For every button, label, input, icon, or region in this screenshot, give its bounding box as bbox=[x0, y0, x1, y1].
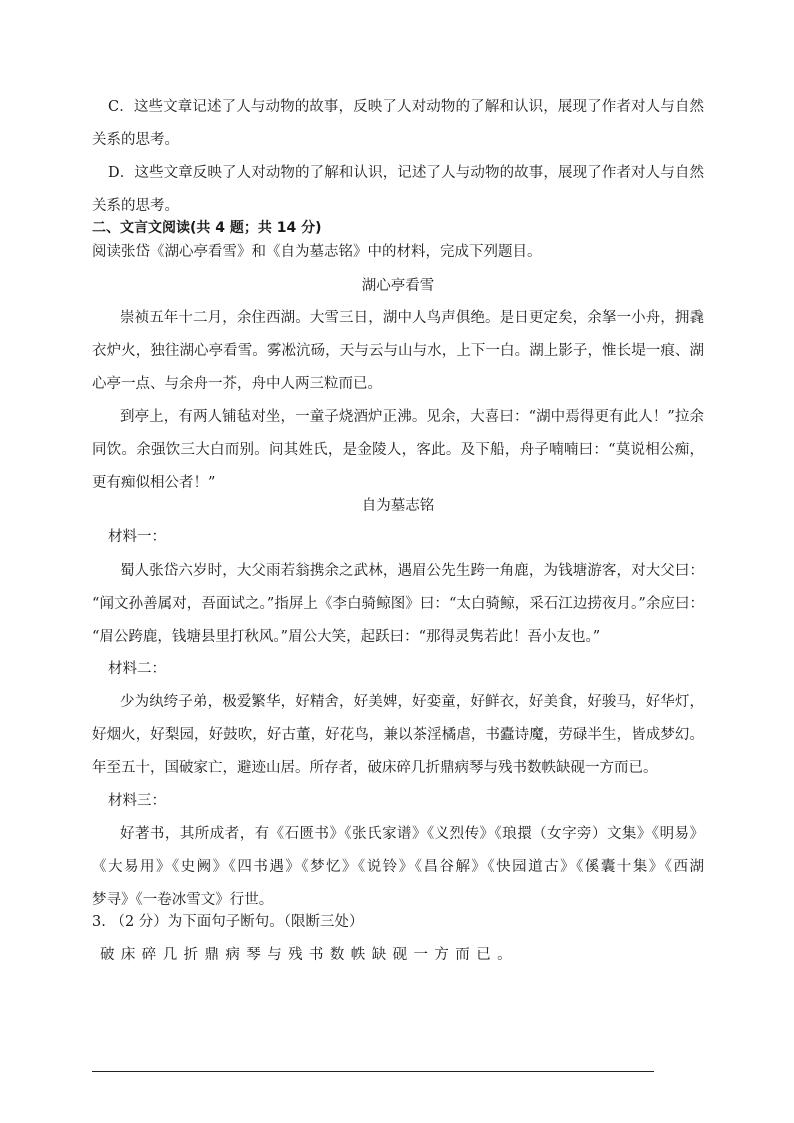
material2-label: 材料二： bbox=[108, 661, 166, 677]
option-d-line1: D．这些文章反映了人对动物的了解和认识，记述了人与动物的故事，展现了作者对人与自然 bbox=[108, 165, 704, 181]
material3-line2: 《大易用》《史阙》《四书遇》《梦忆》《说铃》《昌谷解》《快园道古》《傒囊十集》《西湖 bbox=[92, 859, 704, 875]
question3-prompt: 3. （2 分）为下面句子断句。（限断三处） bbox=[92, 914, 364, 930]
text1-p2-line2: 同饮。余强饮三大白而别。问其姓氏，是金陵人，客此。及下船，舟子喃喃曰：“莫说相公痴， bbox=[92, 442, 704, 458]
option-c-line2: 关系的思考。 bbox=[92, 132, 179, 148]
material1-label: 材料一： bbox=[108, 529, 166, 545]
material2-line3: 年至五十，国破家亡，避迹山居。所存者，破床碎几折鼎病琴与残书数帙缺砚一方而已。 bbox=[92, 760, 658, 776]
text1-p2-line1: 到亭上，有两人铺毡对坐，一童子烧酒炉正沸。见余，大喜曰：“湖中焉得更有此人！”拉余 bbox=[120, 409, 704, 425]
text1-p1-line1: 崇祯五年十二月，余住西湖。大雪三日，湖中人鸟声俱绝。是日更定矣，余拏一小舟，拥毳 bbox=[120, 310, 704, 326]
material3-line3: 梦寻》《一卷冰雪文》行世。 bbox=[92, 892, 274, 908]
material1-line2: “闻文孙善属对，吾面试之。”指屏上《李白骑鲸图》曰：“太白骑鲸，采石江边捞夜月。”余应曰： bbox=[92, 596, 704, 612]
text1-p2-line3: 更有痴似相公者！” bbox=[92, 475, 216, 491]
section-heading: 二、文言文阅读(共 4 题；共 14 分) bbox=[92, 220, 322, 236]
material1-line3: “眉公跨鹿，钱塘县里打秋风。”眉公大笑，起跃曰：“那得灵隽若此！吾小友也。” bbox=[92, 629, 601, 645]
material3-line1: 好著书，其所成者，有《石匮书》《张氏家谱》《义烈传》《琅擐（女字旁）文集》《明易》 bbox=[120, 826, 704, 842]
section-instruction: 阅读张岱《湖心亭看雪》和《自为墓志铭》中的材料，完成下列题目。 bbox=[92, 244, 542, 260]
question3-sentence: 破床碎几折鼎病琴与残书数帙缺砚一方而已。 bbox=[100, 947, 518, 963]
option-c-line1: C．这些文章记述了人与动物的故事，反映了人对动物的了解和认识，展现了作者对人与自然 bbox=[108, 99, 704, 115]
material3-label: 材料三： bbox=[108, 793, 166, 809]
text1-p1-line3: 心亭一点、与余舟一芥，舟中人两三粒而已。 bbox=[92, 376, 382, 392]
answer-line[interactable] bbox=[92, 1071, 654, 1072]
material2-line2: 好烟火，好梨园，好鼓吹，好古董，好花鸟，兼以茶淫橘虐，书蠹诗魔，劳碌半生，皆成梦幻。 bbox=[92, 727, 704, 743]
text1-title: 湖心亭看雪 bbox=[361, 278, 435, 294]
option-d-line2: 关系的思考。 bbox=[92, 198, 179, 214]
text2-title: 自为墓志铭 bbox=[361, 498, 435, 514]
material2-line1: 少为纨绔子弟，极爱繁华，好精舍，好美婢，好娈童，好鲜衣，好美食，好骏马，好华灯， bbox=[120, 694, 704, 710]
text1-p1-line2: 衣炉火，独往湖心亭看雪。雾凇沆砀，天与云与山与水，上下一白。湖上影子，惟长堤一痕、湖 bbox=[92, 343, 704, 359]
material1-line1: 蜀人张岱六岁时，大父雨若翁携余之武林，遇眉公先生跨一角鹿，为钱塘游客，对大父曰： bbox=[120, 563, 704, 579]
